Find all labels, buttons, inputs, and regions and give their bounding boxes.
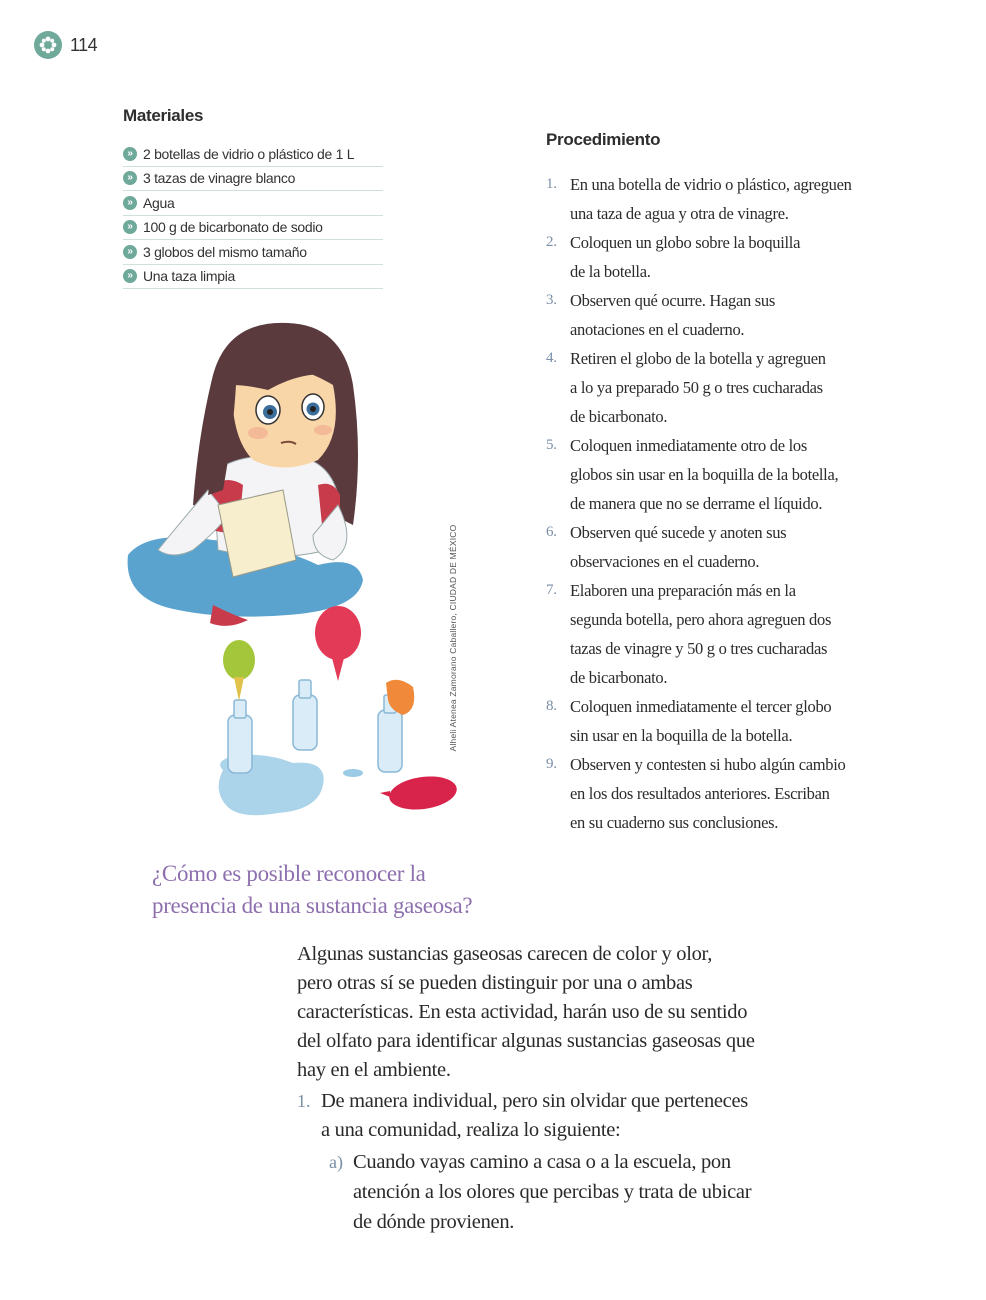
illustration-girl-with-balloons — [118, 315, 468, 830]
step-text: Coloquen inmediatamente el tercer globo sin usar en la boquilla de la botella. — [570, 697, 832, 745]
activity-body — [297, 940, 817, 1237]
step-text: Elaboren una preparación más en la segunda botella, pero ahora agreguen dos tazas de vinagre y 50 g o tres cucharadas de bicarbonato. — [570, 581, 832, 687]
procedure-step — [546, 692, 906, 750]
activity-subitem-text: Cuando vayas camino a casa o a la escuela, pon atención a los olores que percibas y trata de ubicar de dónde provienen. — [353, 1151, 752, 1233]
material-item — [123, 167, 383, 192]
material-text: 2 botellas de vidrio o plástico de 1 L — [143, 145, 355, 162]
section-question-heading: ¿Cómo es posible reconocer la presencia de una sustancia gaseosa? — [152, 861, 473, 918]
activity-item-text: De manera individual, pero sin olvidar que perteneces a una comunidad, realiza lo siguiente: — [321, 1090, 748, 1141]
procedure-step — [546, 431, 906, 518]
step-number: 8. — [546, 698, 557, 714]
material-item — [123, 265, 383, 290]
step-text: En una botella de vidrio o plástico, agreguen una taza de agua y otra de vinagre. — [570, 175, 852, 223]
procedure-step — [546, 750, 906, 837]
step-number: 3. — [546, 292, 557, 308]
activity-item — [297, 1087, 817, 1145]
step-number: 7. — [546, 582, 557, 598]
step-text: Observen y contesten si hubo algún cambio en los dos resultados anteriores. Escriban en su cuaderno sus conclusiones. — [570, 755, 846, 832]
step-text: Retiren el globo de la botella y agreguen a lo ya preparado 50 g o tres cucharadas de bicarbonato. — [570, 349, 826, 426]
chevron-right-icon: » — [123, 171, 137, 185]
material-item — [123, 191, 383, 216]
procedure-step — [546, 286, 906, 344]
illustration-credit — [446, 520, 460, 755]
materials-section — [123, 106, 383, 289]
procedure-section — [546, 130, 906, 837]
activity-subitem — [329, 1147, 817, 1237]
flower-icon — [34, 31, 62, 59]
activity-item-number: 1. — [297, 1091, 311, 1111]
material-item — [123, 216, 383, 241]
page-number — [34, 31, 97, 59]
step-number: 5. — [546, 437, 557, 453]
step-text: Observen qué ocurre. Hagan sus anotaciones en el cuaderno. — [570, 291, 775, 339]
illustration-credit-text: Alheli Atenea Zamorano Caballero, CIUDAD DE MÉXICO — [448, 524, 458, 751]
procedure-step — [546, 228, 906, 286]
material-text: 3 globos del mismo tamaño — [143, 243, 307, 260]
chevron-right-icon: » — [123, 245, 137, 259]
material-text: 3 tazas de vinagre blanco — [143, 170, 296, 187]
activity-subitem-label: a) — [329, 1152, 343, 1172]
page-number-text: 114 — [70, 34, 98, 55]
chevron-right-icon: » — [123, 220, 137, 234]
step-text: Observen qué sucede y anoten sus observaciones en el cuaderno. — [570, 523, 787, 571]
procedure-step — [546, 170, 906, 228]
step-text: Coloquen un globo sobre la boquilla de la botella. — [570, 233, 801, 281]
step-text: Coloquen inmediatamente otro de los globos sin usar en la boquilla de la botella, de manera que no se derrame el líquido. — [570, 436, 839, 513]
material-item — [123, 142, 383, 167]
material-item — [123, 240, 383, 265]
procedure-step — [546, 344, 906, 431]
step-number: 6. — [546, 524, 557, 540]
material-text: Una taza limpia — [143, 268, 235, 285]
intro-paragraph: Algunas sustancias gaseosas carecen de color y olor, pero otras sí se pueden distinguir por una o ambas características. En esta actividad, harán uso de su sentido del olfato para identificar algunas sustancias gaseosas que hay en el ambiente. — [297, 943, 755, 1081]
procedure-list — [546, 170, 906, 837]
step-number: 2. — [546, 234, 557, 250]
procedure-step — [546, 576, 906, 692]
chevron-right-icon: » — [123, 147, 137, 161]
materials-title: Materiales — [123, 106, 204, 125]
step-number: 9. — [546, 756, 557, 772]
chevron-right-icon: » — [123, 269, 137, 283]
material-text: Agua — [143, 194, 175, 211]
chevron-right-icon: » — [123, 196, 137, 210]
procedure-step — [546, 518, 906, 576]
step-number: 4. — [546, 350, 557, 366]
step-number: 1. — [546, 176, 557, 192]
procedure-title: Procedimiento — [546, 130, 661, 149]
material-text: 100 g de bicarbonato de sodio — [143, 219, 323, 236]
materials-list — [123, 142, 383, 289]
